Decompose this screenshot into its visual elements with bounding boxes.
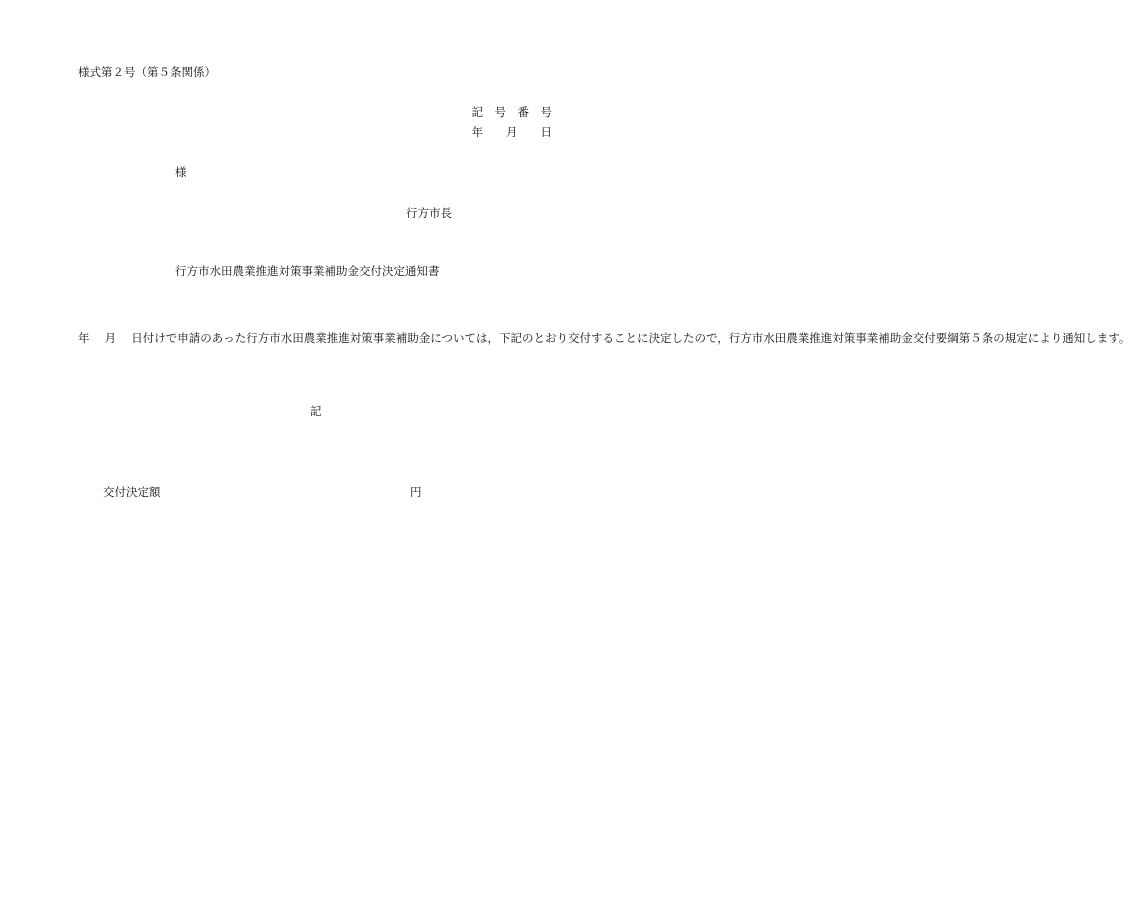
ki-heading: 記	[310, 404, 322, 418]
issuer-name: 行方市長	[406, 206, 452, 220]
recipient-honorific: 様	[175, 165, 187, 179]
form-number: 様式第２号（第５条関係）	[78, 65, 216, 79]
body-paragraph	[78, 307, 1130, 349]
body-text: 年 月 日付けで申請のあった行方市水田農業推進対策事業補助金については，下記のとおり交付することに決定したので，行方市水田農業推進対策事業補助金交付要綱第５条の規定により通知します。	[78, 331, 1130, 345]
amount-unit: 円	[410, 485, 422, 499]
amount-label: 交付決定額	[103, 485, 161, 499]
date-line: 年 月 日	[471, 125, 552, 139]
document-title: 行方市水田農業推進対策事業補助金交付決定通知書	[175, 264, 440, 278]
reference-number: 記 号 番 号	[471, 105, 552, 119]
